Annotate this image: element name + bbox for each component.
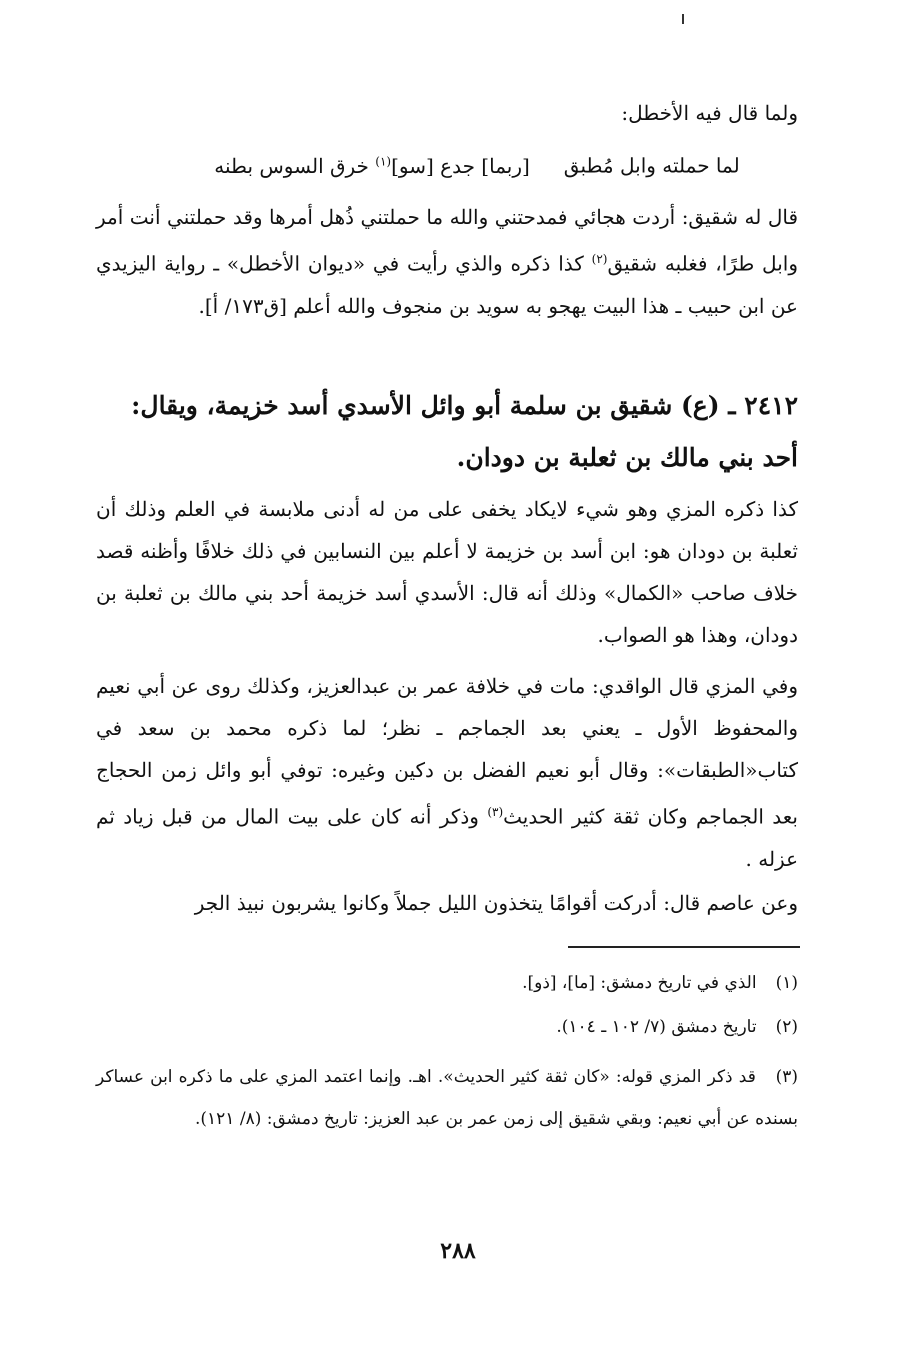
footnote-number: (١)	[775, 973, 798, 993]
footnote-text: قد ذكر المزي قوله: «كان ثقة كثير الحديث». اهـ. وإنما اعتمد المزي على ما ذكره ابن عساكر بسنده عن أبي نعيم: وبقي شقيق إلى زمن عمر بن عبد العزيز: تاريخ دمشق: (٨/ ١٢١).	[96, 1067, 798, 1129]
footnote-text: الذي في تاريخ دمشق: [ما]، [ذو].	[522, 973, 757, 993]
intro-line: ولما قال فيه الأخطل:	[621, 101, 798, 125]
footnote-number: (٣)	[775, 1067, 798, 1087]
footnote-1	[96, 968, 798, 998]
footnote-3	[96, 1056, 798, 1140]
entry-heading: ٢٤١٢ ـ (ع) شقيق بن سلمة أبو وائل الأسدي أسد خزيمة، ويقال: أحد بني مالك بن ثعلبة بن دودان.	[131, 391, 798, 472]
footnote-ref-2: (٢)	[591, 252, 608, 266]
verse-hemistich-1: [ربما] جدع [سو]$^{(١)}$ خرق السوس بطنه	[214, 153, 530, 178]
page-number: ٢٨٨	[440, 1238, 476, 1264]
footnote-2	[96, 1012, 798, 1042]
margin-mark	[682, 14, 684, 24]
paragraph-shaqiq-reply: قال له شقيق: أردت هجائي فمدحتني والله ما حملتني ذُهل أمرها وقد حملتني أنت أمر وابل طرًا، فغلبه شقيق$^{(٢)}$ كذا ذكره والذي رأيت في «ديوان الأخطل» ـ رواية اليزيدي عن ابن حبيب ـ هذا البيت يهجو به سويد بن منجوف والله أعلم [ق١٧٣/ أ].	[96, 205, 798, 318]
paragraph-lineage: كذا ذكره المزي وهو شيء لايكاد يخفى على من له أدنى ملابسة في العلم وذلك أن ثعلبة بن دودان هو: ابن أسد بن خزيمة لا أعلم بين النسابين في ذلك خلافًا وأظنه قصد خلاف صاحب «الكمال» وذلك أنه قال: الأسدي أسد خزيمة أحد بني مالك بن ثعلبة بن دودان، وهذا هو الصواب.	[96, 497, 798, 647]
verse-hemistich-2: لما حملته وابل مُطبق	[563, 153, 740, 178]
footnote-ref-3: (٣)	[487, 805, 504, 819]
footnote-ref-1: (١)	[375, 154, 392, 168]
paragraph-asim: وعن عاصم قال: أدركت أقوامًا يتخذون الليل جملاً وكانوا يشربون نبيذ الجر	[194, 891, 798, 915]
footnote-divider	[568, 946, 800, 948]
footnote-text: تاريخ دمشق (٧/ ١٠٢ ـ ١٠٤).	[556, 1017, 757, 1037]
poetry-verse	[96, 140, 798, 187]
footnote-number: (٢)	[775, 1017, 798, 1037]
paragraph-death-date: وفي المزي قال الواقدي: مات في خلافة عمر بن عبدالعزيز، وكذلك روى عن أبي نعيم والمحفوظ الأول ـ يعني بعد الجماجم ـ نظر؛ لما ذكره محمد بن سعد في كتاب«الطبقات»: وقال أبو نعيم الفضل بن دكين وغيره: توفي أبو وائل زمن الحجاج بعد الجماجم وكان ثقة كثير الحديث$^{(٣)}$ وذكر أنه كان على بيت المال من قبل زياد ثم عزله .	[96, 674, 798, 871]
